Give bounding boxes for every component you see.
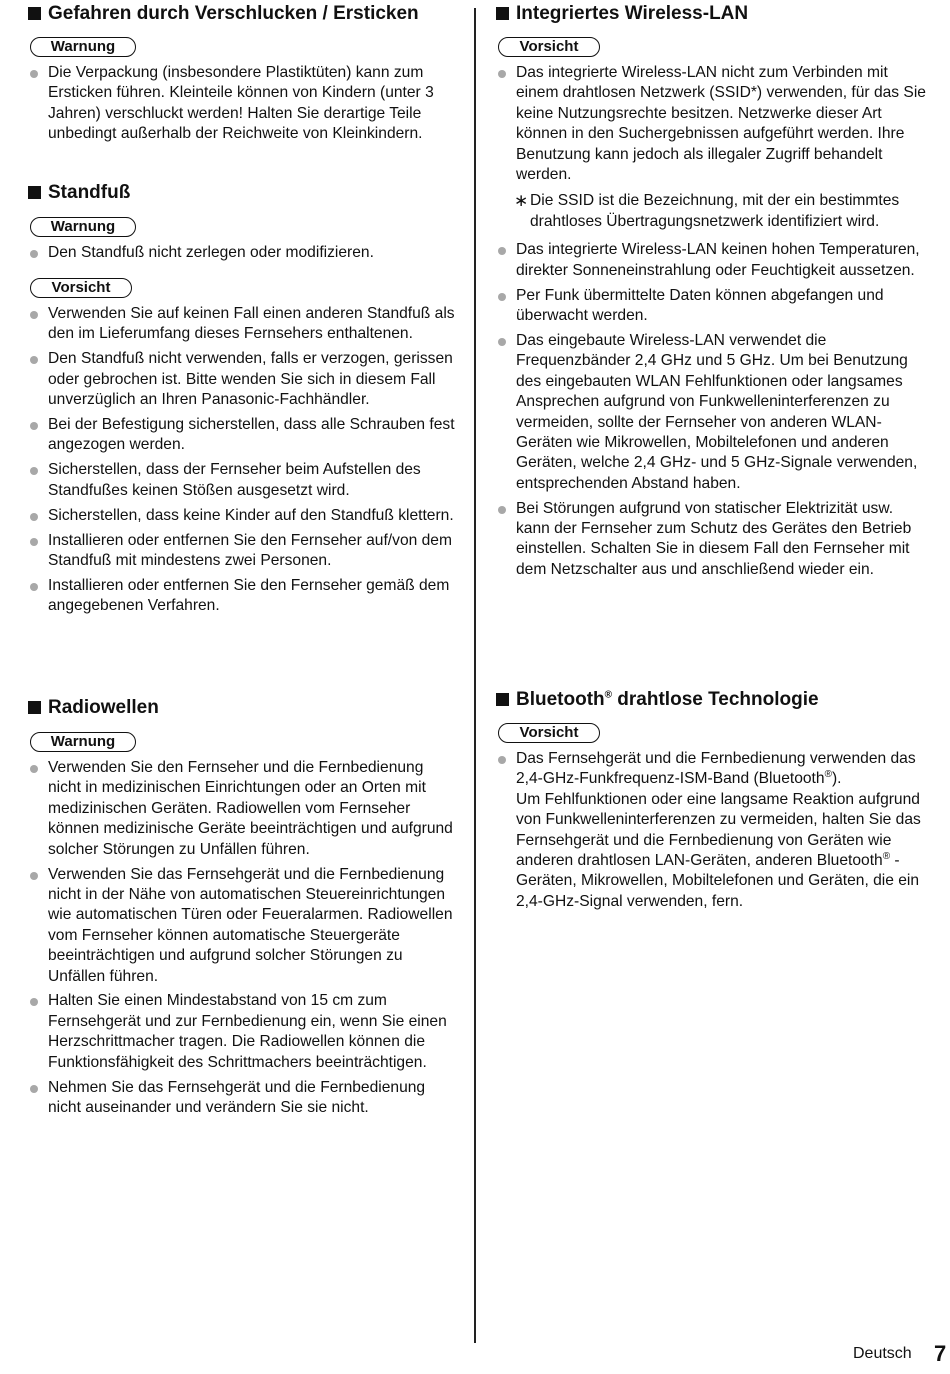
list-item: Bei der Befestigung sicherstellen, dass alle Schrauben fest angezogen werden. xyxy=(28,415,456,456)
section-title: Standfuß xyxy=(48,182,131,203)
bullet-icon xyxy=(498,70,506,78)
section-title: Bluetooth® drahtlose Technologie xyxy=(516,689,819,710)
bullet-icon xyxy=(498,293,506,301)
bullet-icon xyxy=(30,467,38,475)
list-item: Nehmen Sie das Fernsehgerät und die Fernbedienung nicht auseinander und verändern Sie sie nicht. xyxy=(28,1078,456,1119)
footnote xyxy=(496,191,928,232)
list-item: Das eingebaute Wireless-LAN verwendet die Frequenzbänder 2,4 GHz und 5 GHz. Um bei Benutzung des eingebauten WLAN Fehlfunktionen oder langsames Ansprechen aufgrund von Funkwelleninterferenzen zu vermeiden, sollte der Fernseher von anderen WLAN-Geräten wie Mikrowellen, Mobiltelefonen und anderen Geräten, welche 2,4 GHz- und 5 GHz-Signale verwenden, entsprechenden Abstand haben. xyxy=(496,331,928,494)
list-item: Den Standfuß nicht verwenden, falls er verzogen, gerissen oder gebrochen ist. Bitte wenden Sie sich in diesem Fall unverzüglich an Ihren Panasonic-Fachhändler. xyxy=(28,349,456,410)
page-number: 7 xyxy=(934,1341,947,1366)
section-heading-radio-waves xyxy=(28,696,159,719)
bullet-icon xyxy=(30,998,38,1006)
list-item: Das Fernsehgerät und die Fernbedienung verwenden das 2,4-GHz-Funkfrequenz-ISM-Band (Bluetooth®). Um Fehlfunktionen oder eine langsame Reaktion aufgrund von Funkwelleninterferenzen zu vermeiden, halten Sie das Fernsehgerät und die Fernbedienung von Geräten wie anderen drahtlosen LAN-Geräten, anderen Bluetooth® -Geräten, Mikrowellen, Mobiltelefonen und Geräten, die ein 2,4-GHz-Signal verwenden, fern. xyxy=(496,749,928,912)
column-divider xyxy=(474,8,476,1343)
bullet-icon xyxy=(30,538,38,546)
bullet-icon xyxy=(30,356,38,364)
heading-square-icon xyxy=(28,7,41,20)
caution-badge: Vorsicht xyxy=(498,37,600,57)
bullet-icon xyxy=(30,250,38,258)
bullet-icon xyxy=(498,338,506,346)
list-item: Sicherstellen, dass der Fernseher beim Aufstellen des Standfußes keinen Stößen ausgesetzt wird. xyxy=(28,460,456,501)
bullet-list xyxy=(28,758,456,1123)
warning-badge: Warnung xyxy=(30,217,136,237)
list-item: Verwenden Sie auf keinen Fall einen anderen Standfuß als den im Lieferumfang dieses Fernsehers enthaltenen. xyxy=(28,304,456,345)
list-item: Verwenden Sie das Fernsehgerät und die Fernbedienung nicht in der Nähe von automatischen Steuereinrichtungen wie automatischen Türen oder Feueralarmen. Radiowellen vom Fernseher können automatische Steuergeräte beeinträchtigen und aufgrund solcher Störungen zu Unfällen führen. xyxy=(28,865,456,987)
list-item: Installieren oder entfernen Sie den Fernseher gemäß dem angegebenen Verfahren. xyxy=(28,576,456,617)
bullet-icon xyxy=(30,513,38,521)
bullet-list xyxy=(28,304,456,621)
list-item: Den Standfuß nicht zerlegen oder modifizieren. xyxy=(28,243,374,263)
list-item: Bei Störungen aufgrund von statischer Elektrizität usw. kann der Fernseher zum Schutz des Gerätes den Betrieb einstellen. Schalten Sie in diesem Fall den Fernseher mit dem Netzschalter aus und anschließend wieder ein. xyxy=(496,499,928,581)
bullet-icon xyxy=(498,756,506,764)
bullet-icon xyxy=(30,70,38,78)
bullet-icon xyxy=(498,506,506,514)
caution-badge: Vorsicht xyxy=(30,278,132,298)
section-title: Radiowellen xyxy=(48,697,159,718)
bullet-icon xyxy=(30,583,38,591)
bullet-list xyxy=(496,63,928,585)
section-title: Gefahren durch Verschlucken / Ersticken xyxy=(48,3,419,24)
list-item: Halten Sie einen Mindestabstand von 15 cm zum Fernsehgerät und zur Fernbedienung ein, wenn Sie einen Herzschrittmacher tragen. Die Radiowellen können die Funktionsfähigkeit des Schrittmachers beeinträchtigen. xyxy=(28,991,456,1073)
warning-badge: Warnung xyxy=(30,732,136,752)
list-item: Die Verpackung (insbesondere Plastiktüten) kann zum Ersticken führen. Kleinteile können von Kindern (unter 3 Jahren) verschluckt werden! Halten Sie derartige Teile unbedingt außerhalb der Reichweite von Kleinkindern. xyxy=(28,63,456,145)
bullet-list xyxy=(28,63,456,149)
caution-badge: Vorsicht xyxy=(498,723,600,743)
section-heading-bluetooth xyxy=(496,688,819,711)
bullet-icon xyxy=(498,247,506,255)
bullet-icon xyxy=(30,422,38,430)
asterisk-icon: ∗ xyxy=(514,191,529,211)
bullet-icon xyxy=(30,311,38,319)
warning-badge: Warnung xyxy=(30,37,136,57)
ssid-note: ∗ Die SSID ist die Bezeichnung, mit der ein bestimmtes drahtloses Übertragungsnetzwerk identifiziert wird. xyxy=(514,191,900,230)
list-item: Installieren oder entfernen Sie den Fernseher auf/von dem Standfuß mit mindestens zwei Personen. xyxy=(28,531,456,572)
section-heading-wireless-lan xyxy=(496,2,748,25)
heading-square-icon xyxy=(496,693,509,706)
heading-square-icon xyxy=(28,701,41,714)
list-item: Per Funk übermittelte Daten können abgefangen und überwacht werden. xyxy=(496,286,928,327)
heading-square-icon xyxy=(28,186,41,199)
bullet-icon xyxy=(30,872,38,880)
list-item: Sicherstellen, dass keine Kinder auf den Standfuß klettern. xyxy=(28,506,456,526)
bullet-list xyxy=(496,749,928,917)
section-heading-choking xyxy=(28,2,419,25)
bullet-list xyxy=(28,243,374,268)
list-item: Das integrierte Wireless-LAN nicht zum Verbinden mit einem drahtlosen Netzwerk (SSID*) verwenden, für das Sie keine Nutzungsrechte besitzen. Netzwerke dieser Art können in den Suchergebnissen aufgeführt werden. Ihre Benutzung kann jedoch als illegaler Zugriff behandelt werden. xyxy=(496,63,928,185)
section-heading-stand xyxy=(28,181,130,204)
list-item: Das integrierte Wireless-LAN keinen hohen Temperaturen, direkter Sonneneinstrahlung oder Feuchtigkeit aussetzen. xyxy=(496,240,928,281)
heading-square-icon xyxy=(496,7,509,20)
list-item: Verwenden Sie den Fernseher und die Fernbedienung nicht in medizinischen Einrichtungen oder an Orten mit medizinischen Geräten. Radiowellen vom Fernseher können medizinische Geräte beeinträchtigen und aufgrund solcher Störungen zu Unfällen führen. xyxy=(28,758,456,860)
footer-language: Deutsch xyxy=(853,1345,912,1362)
bullet-icon xyxy=(30,1085,38,1093)
bullet-icon xyxy=(30,765,38,773)
section-title: Integriertes Wireless-LAN xyxy=(516,3,749,24)
